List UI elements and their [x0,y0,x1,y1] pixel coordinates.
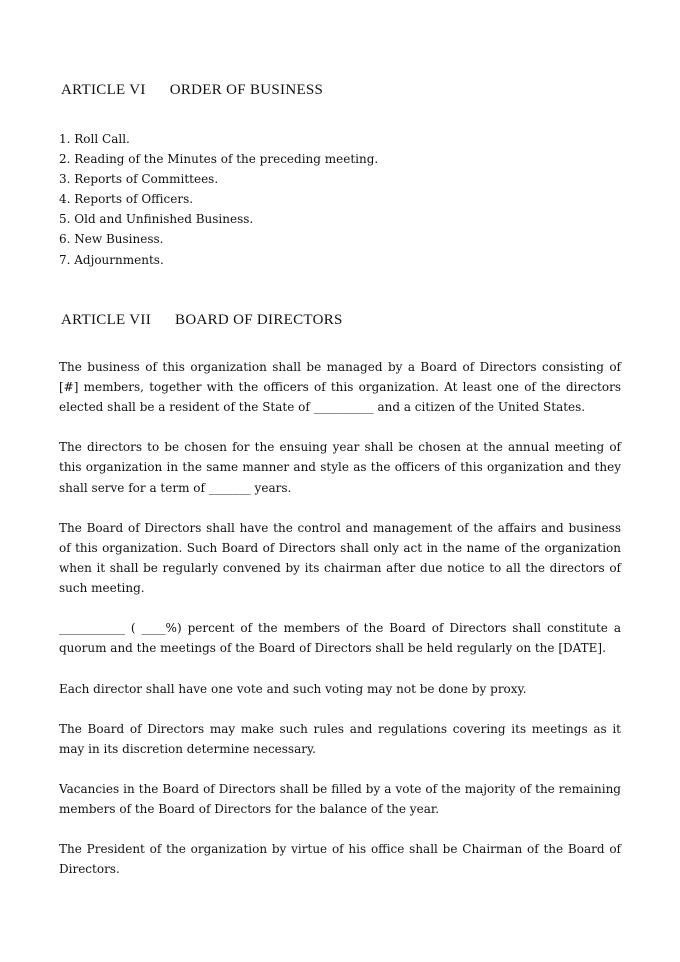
list-item: 7. Adjournments. [59,252,164,267]
paragraph: ___________ ( ____%) percent of the members of the Board of Directors shall constitute a quorum and the meetings of the Board of Directors shall be held regularly on the [DATE]. [59,621,621,656]
list-item: 5. Old and Unfinished Business. [59,212,254,227]
paragraph: The President of the organization by virtue of his office shall be Chairman of the Board of Directors. [59,842,621,877]
paragraph: The Board of Directors may make such rules and regulations covering its meetings as it may in its discretion determine necessary. [59,721,621,756]
paragraph: Each director shall have one vote and such voting may not be done by proxy. [59,681,527,696]
article-vii-body [59,357,621,900]
paragraph: The business of this organization shall be managed by a Board of Directors consisting of [#] members, together with the officers of this organization. At least one of the directors elected shall be a resident of the State of __________ and a citizen of the United States. [59,360,621,415]
order-of-business-list [59,129,378,270]
list-item: 6. New Business. [59,232,164,247]
article-vii-heading [61,312,343,329]
paragraph: Vacancies in the Board of Directors shall be filled by a vote of the majority of the remaining members of the Board of Directors for the balance of the year. [59,781,621,817]
paragraph: The Board of Directors shall have the control and management of the affairs and business of this organization. Such Board of Directors shall only act in the name of the organization when it shall be regularly convened by its chairman after due notice to all the directors of such meeting. [59,520,621,596]
article-number: ARTICLE VI [61,82,146,98]
article-vi-heading [61,82,323,99]
article-title: ORDER OF BUSINESS [169,82,324,98]
article-title: BOARD OF DIRECTORS [175,312,343,328]
article-number: ARTICLE VII [61,312,152,328]
list-item: 2. Reading of the Minutes of the preceding meeting. [59,152,379,167]
list-item: 4. Reports of Officers. [59,192,194,207]
list-item: 3. Reports of Committees. [59,172,219,187]
paragraph: The directors to be chosen for the ensuing year shall be chosen at the annual meeting of this organization in the same manner and style as the officers of this organization and they shall serve for a term of _______ years. [59,440,621,495]
list-item: 1. Roll Call. [59,132,130,146]
